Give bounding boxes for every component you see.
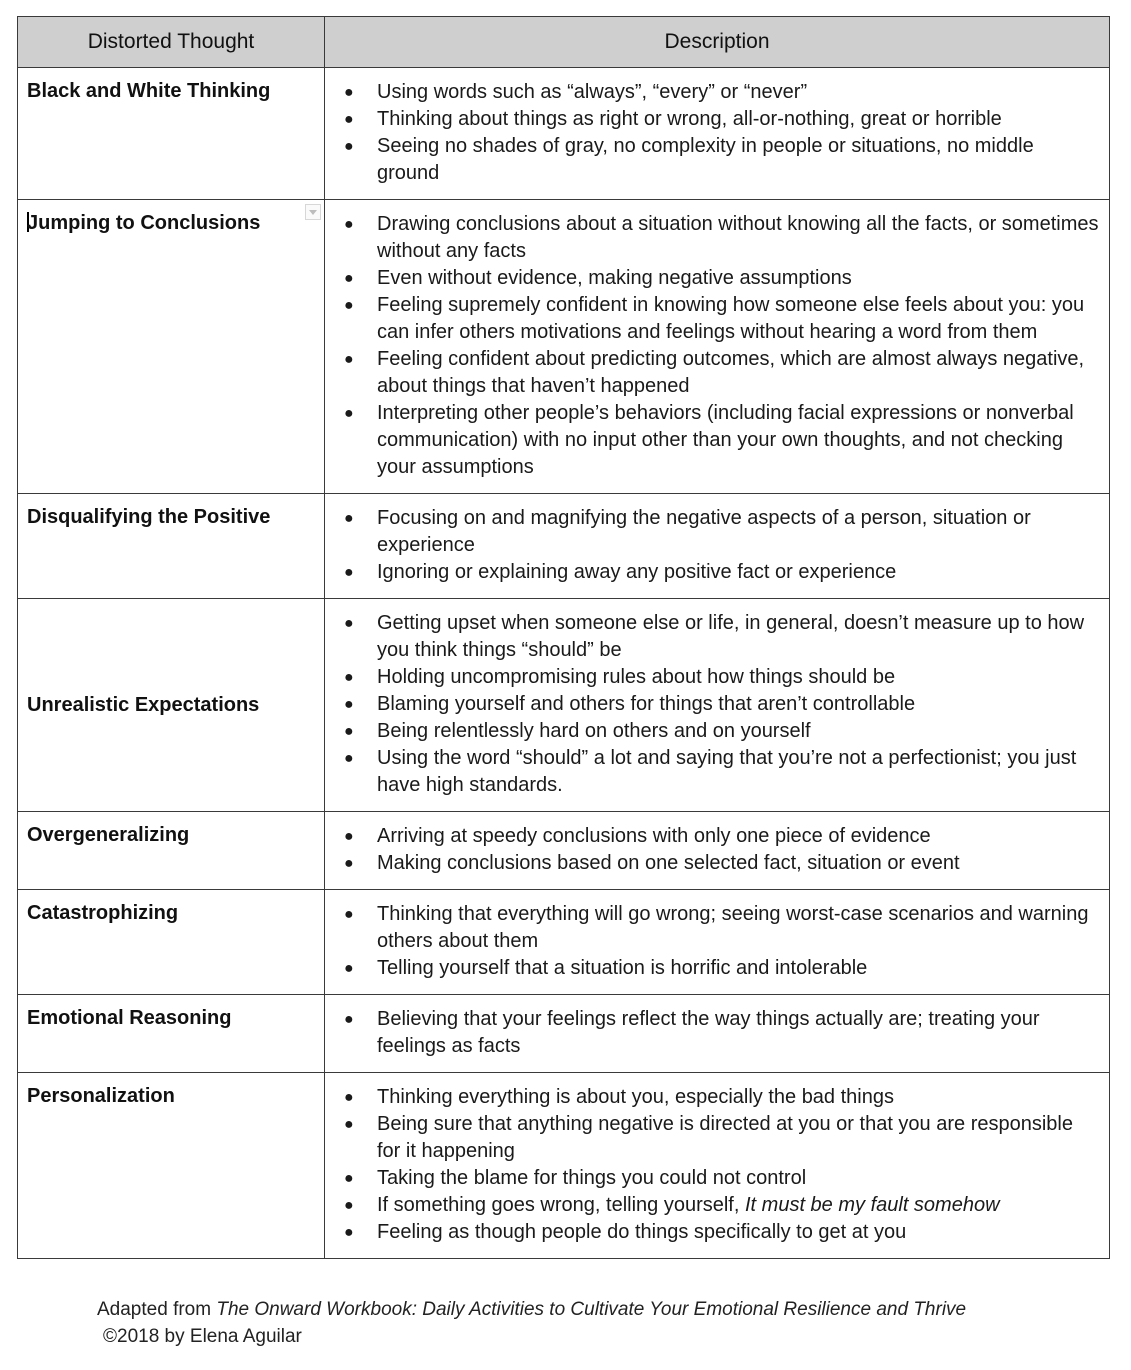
description-cell bbox=[325, 1073, 1110, 1259]
bullet-icon: ● bbox=[344, 1011, 354, 1028]
list-item: ● Thinking that everything will go wrong; seeing worst-case scenarios and warning others about them bbox=[344, 903, 1089, 952]
bullet-icon: ● bbox=[344, 270, 354, 287]
thought-name-cell bbox=[18, 494, 325, 599]
bullet-icon: ● bbox=[344, 84, 354, 101]
list-item: ● Drawing conclusions about a situation without knowing all the facts, or sometimes without any facts bbox=[344, 213, 1099, 262]
thought-name-cell bbox=[18, 68, 325, 200]
list-item: ● Focusing on and magnifying the negative aspects of a person, situation or experience bbox=[344, 507, 1031, 556]
table-row bbox=[18, 1073, 1110, 1259]
description-cell bbox=[325, 200, 1110, 494]
list-item: ● If something goes wrong, telling yourself, It must be my fault somehow bbox=[333, 1192, 1101, 1219]
thought-name: Unrealistic Expectations bbox=[27, 693, 260, 716]
bullet-icon: ● bbox=[344, 906, 354, 923]
list-item: ● Using the word “should” a lot and saying that you’re not a perfectionist; you just have high standards. bbox=[344, 747, 1077, 796]
list-item: ● Being sure that anything negative is directed at you or that you are responsible for it happening bbox=[344, 1113, 1073, 1162]
thought-name: Catastrophizing bbox=[27, 902, 179, 924]
thought-name-cell[interactable] bbox=[18, 200, 325, 494]
table-row bbox=[18, 200, 1110, 494]
bullet-icon: ● bbox=[344, 564, 354, 581]
bullet-icon: ● bbox=[344, 111, 354, 128]
bullet-icon: ● bbox=[344, 1224, 354, 1241]
bullet-icon: ● bbox=[344, 351, 354, 368]
attribution bbox=[97, 1296, 966, 1350]
thought-name-cell bbox=[18, 1073, 325, 1259]
list-item: ● Thinking everything is about you, especially the bad things bbox=[333, 1084, 1101, 1111]
bullet-icon: ● bbox=[344, 750, 354, 767]
description-cell bbox=[325, 494, 1110, 599]
distorted-thoughts-table bbox=[17, 16, 1110, 1259]
thought-name-cell bbox=[18, 995, 325, 1073]
list-item: ● Taking the blame for things you could not control bbox=[333, 1165, 1101, 1192]
description-cell bbox=[325, 68, 1110, 200]
thought-name: Black and White Thinking bbox=[27, 80, 271, 102]
copyright: ©2018 by Elena Aguilar bbox=[103, 1326, 302, 1347]
italic-phrase: It must be my fault somehow bbox=[744, 1194, 1000, 1216]
bullet-icon: ● bbox=[344, 723, 354, 740]
bullet-icon: ● bbox=[344, 138, 354, 155]
thought-name-cell bbox=[18, 812, 325, 890]
bullet-icon: ● bbox=[344, 405, 354, 422]
attribution-prefix: Adapted from bbox=[97, 1299, 217, 1320]
header-distorted-thought: Distorted Thought bbox=[18, 17, 325, 68]
bullet-icon: ● bbox=[344, 669, 354, 686]
list-item: ● Thinking about things as right or wrong, all-or-nothing, great or horrible bbox=[333, 106, 1101, 133]
description-cell bbox=[325, 812, 1110, 890]
list-item: ● Using words such as “always”, “every” or “never” bbox=[333, 79, 1101, 106]
thought-name: Emotional Reasoning bbox=[27, 1007, 232, 1029]
list-item: ● Feeling supremely confident in knowing how someone else feels about you: you can infer others motivations and feelings without hearing a word from them bbox=[344, 294, 1085, 343]
list-item: ● Being relentlessly hard on others and on yourself bbox=[333, 718, 1101, 745]
list-item: ● Telling yourself that a situation is horrific and intolerable bbox=[333, 955, 1101, 982]
bullet-icon: ● bbox=[344, 1197, 354, 1214]
list-item: ● Feeling confident about predicting outcomes, which are almost always negative, about things that haven’t happened bbox=[344, 348, 1085, 397]
list-item: ● Believing that your feelings reflect the way things actually are; treating your feelings as facts bbox=[344, 1008, 1040, 1057]
bullet-icon: ● bbox=[344, 510, 354, 527]
description-cell bbox=[325, 599, 1110, 812]
list-item: ● Arriving at speedy conclusions with only one piece of evidence bbox=[333, 823, 1101, 850]
list-item: ● Interpreting other people’s behaviors (including facial expressions or nonverbal communication) with no input other than your own thoughts, and not checking your assumptions bbox=[344, 402, 1074, 478]
description-list bbox=[333, 1084, 1101, 1246]
list-item: ● Even without evidence, making negative assumptions bbox=[333, 265, 1101, 292]
description-list bbox=[333, 79, 1101, 187]
table-row bbox=[18, 599, 1110, 812]
thought-name: Disqualifying the Positive bbox=[27, 506, 271, 528]
bullet-icon: ● bbox=[344, 216, 354, 233]
list-item: ● Holding uncompromising rules about how things should be bbox=[333, 664, 1101, 691]
book-title: The Onward Workbook: Daily Activities to Cultivate Your Emotional Resilience and Thrive bbox=[216, 1299, 967, 1320]
table-row bbox=[18, 995, 1110, 1073]
description-cell bbox=[325, 890, 1110, 995]
thought-name-cell bbox=[18, 599, 325, 812]
bullet-icon: ● bbox=[344, 1089, 354, 1106]
list-item: ● Feeling as though people do things specifically to get at you bbox=[333, 1219, 1101, 1246]
header-row bbox=[18, 17, 1110, 68]
list-item: ● Getting upset when someone else or life, in general, doesn’t measure up to how you think things “should” be bbox=[344, 612, 1085, 661]
description-list bbox=[333, 610, 1101, 799]
cell-dropdown-icon[interactable] bbox=[305, 204, 321, 220]
description-list bbox=[333, 1006, 1101, 1060]
table-row bbox=[18, 890, 1110, 995]
header-description: Description bbox=[325, 17, 1110, 68]
bullet-icon: ● bbox=[344, 855, 354, 872]
bullet-icon: ● bbox=[344, 615, 354, 632]
description-list bbox=[333, 823, 1101, 877]
list-item: ● Seeing no shades of gray, no complexity in people or situations, no middle ground bbox=[344, 135, 1034, 184]
bullet-icon: ● bbox=[344, 696, 354, 713]
table-row bbox=[18, 812, 1110, 890]
bullet-icon: ● bbox=[344, 1116, 354, 1133]
thought-name: Jumping to Conclusions bbox=[27, 212, 261, 234]
description-list bbox=[333, 505, 1101, 586]
bullet-icon: ● bbox=[344, 960, 354, 977]
bullet-icon: ● bbox=[344, 1170, 354, 1187]
bullet-icon: ● bbox=[344, 828, 354, 845]
thought-name: Overgeneralizing bbox=[27, 824, 190, 846]
table-row bbox=[18, 494, 1110, 599]
table-row bbox=[18, 68, 1110, 200]
bullet-icon: ● bbox=[344, 297, 354, 314]
thought-name: Personalization bbox=[27, 1085, 175, 1107]
description-cell bbox=[325, 995, 1110, 1073]
description-list bbox=[333, 901, 1101, 982]
list-item: ● Ignoring or explaining away any positive fact or experience bbox=[333, 559, 1101, 586]
description-list bbox=[333, 211, 1101, 481]
list-item: ● Making conclusions based on one selected fact, situation or event bbox=[333, 850, 1101, 877]
thought-name-cell bbox=[18, 890, 325, 995]
list-item: ● Blaming yourself and others for things that aren’t controllable bbox=[333, 691, 1101, 718]
